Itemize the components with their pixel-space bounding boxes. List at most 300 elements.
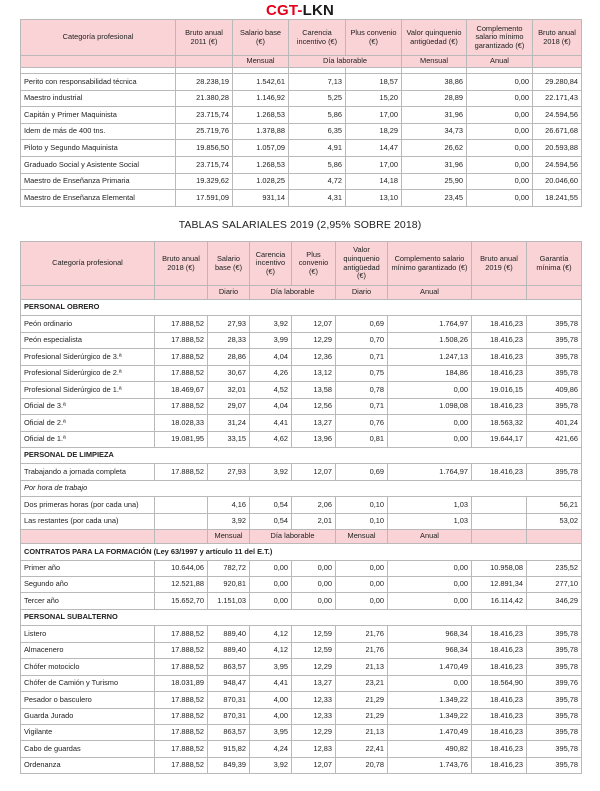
- table-cell: 395,78: [527, 642, 582, 658]
- table-cell: 18.563,32: [472, 415, 527, 431]
- table-cell: 0,00: [467, 190, 533, 207]
- table-cell: 6,35: [289, 123, 346, 140]
- table-cell: 17.888,52: [155, 659, 208, 675]
- table-cell: 15.652,70: [155, 593, 208, 609]
- subsection-label: Por hora de trabajo: [21, 480, 582, 496]
- table-cell: 10.644,06: [155, 560, 208, 576]
- column-header: Carencia incentivo (€): [289, 20, 346, 56]
- table-cell: 13,27: [292, 675, 336, 691]
- table-row: [21, 593, 582, 609]
- header-row: [21, 20, 582, 56]
- units-cell: Anual: [388, 530, 472, 544]
- table-cell: 12,07: [292, 464, 336, 480]
- table-cell: 4,12: [250, 642, 292, 658]
- table-cell: 5,25: [289, 90, 346, 107]
- table-cell: Perito con responsabilidad técnica: [21, 74, 176, 91]
- table-cell: 0,00: [336, 593, 388, 609]
- table-cell: 1.743,76: [388, 757, 472, 773]
- table-cell: 0,00: [292, 577, 336, 593]
- units-cell: Día laborable: [250, 530, 336, 544]
- table-row: [21, 365, 582, 381]
- table-cell: 3,92: [250, 316, 292, 332]
- table-cell: Oficial de 2.ª: [21, 415, 155, 431]
- table-cell: 4,52: [250, 382, 292, 398]
- table-cell: 18.416,23: [472, 757, 527, 773]
- table-row: [21, 692, 582, 708]
- table-cell: 0,00: [292, 593, 336, 609]
- table-cell: 12,36: [292, 349, 336, 365]
- section-row: [21, 544, 582, 560]
- units-cell: Diario: [336, 286, 388, 300]
- table-cell: 10.958,08: [472, 560, 527, 576]
- section-label: PERSONAL SUBALTERNO: [21, 609, 582, 625]
- table-cell: 17.888,52: [155, 316, 208, 332]
- table-row: [21, 415, 582, 431]
- table-cell: 0,00: [388, 382, 472, 398]
- units-cell: Mensual: [402, 56, 467, 68]
- table-cell: 0,00: [292, 560, 336, 576]
- column-header: Categoría profesional: [21, 242, 155, 286]
- table-cell: 12.891,34: [472, 577, 527, 593]
- table-cell: 21,13: [336, 724, 388, 740]
- units-cell: Anual: [388, 286, 472, 300]
- table-row: [21, 190, 582, 207]
- table-cell: 12.521,88: [155, 577, 208, 593]
- table-cell: Trabajando a jornada completa: [21, 464, 155, 480]
- table-row: [21, 431, 582, 447]
- table-cell: 1.098,08: [388, 398, 472, 414]
- table-cell: Capitán y Primer Maquinista: [21, 107, 176, 124]
- units-cell: Mensual: [233, 56, 289, 68]
- table-cell: 0,00: [250, 593, 292, 609]
- table-cell: Maestro industrial: [21, 90, 176, 107]
- column-header: Garantía mínima (€): [527, 242, 582, 286]
- table-cell: 0,75: [336, 365, 388, 381]
- table-cell: 2,01: [292, 513, 336, 529]
- table-cell: 34,73: [402, 123, 467, 140]
- section-label: PERSONAL OBRERO: [21, 300, 582, 316]
- table-cell: 18.416,23: [472, 741, 527, 757]
- table-cell: 20,78: [336, 757, 388, 773]
- table-cell: 5,86: [289, 107, 346, 124]
- table-cell: 4,00: [250, 692, 292, 708]
- units-cell: Día laborable: [289, 56, 402, 68]
- table-cell: Idem de más de 400 tns.: [21, 123, 176, 140]
- column-header: Carencia incentivo (€): [250, 242, 292, 286]
- table-cell: 0,76: [336, 415, 388, 431]
- table-cell: 395,78: [527, 365, 582, 381]
- table-cell: 0,81: [336, 431, 388, 447]
- table-row: [21, 560, 582, 576]
- column-header: Bruto anual 2011 (€): [176, 20, 233, 56]
- table-cell: 395,78: [527, 316, 582, 332]
- table-cell: 0,78: [336, 382, 388, 398]
- table-cell: 20.593,88: [533, 140, 582, 157]
- table-cell: 0,00: [250, 560, 292, 576]
- units-cell: [155, 530, 208, 544]
- table-cell: 24.594,56: [533, 156, 582, 173]
- table-row: [21, 464, 582, 480]
- table-cell: 1.151,03: [208, 593, 250, 609]
- table-cell: 1,03: [388, 513, 472, 529]
- table-cell: 17.888,52: [155, 626, 208, 642]
- table-cell: 17.888,52: [155, 741, 208, 757]
- table-cell: 21,29: [336, 708, 388, 724]
- table-cell: Chófer motociclo: [21, 659, 155, 675]
- salary-table-2018: [20, 19, 582, 207]
- table-cell: 395,78: [527, 741, 582, 757]
- table-cell: 1.349,22: [388, 708, 472, 724]
- table-row: [21, 513, 582, 529]
- table-row: [21, 123, 582, 140]
- units-cell: [472, 530, 527, 544]
- table-cell: 4,72: [289, 173, 346, 190]
- table-cell: 25.719,76: [176, 123, 233, 140]
- table-cell: 1.349,22: [388, 692, 472, 708]
- table-cell: 395,78: [527, 398, 582, 414]
- column-header: Valor quinquenio antigüedad (€): [336, 242, 388, 286]
- table-cell: 17.888,52: [155, 724, 208, 740]
- table-cell: 0,00: [250, 577, 292, 593]
- table-cell: 948,47: [208, 675, 250, 691]
- table-cell: Profesional Siderúrgico de 2.ª: [21, 365, 155, 381]
- brand-cgt: CGT: [265, 2, 298, 19]
- table-cell: 26,62: [402, 140, 467, 157]
- table-cell: 0,00: [467, 107, 533, 124]
- table-row: [21, 577, 582, 593]
- table-cell: 17.888,52: [155, 692, 208, 708]
- table-cell: 4,41: [250, 675, 292, 691]
- table-cell: 14,18: [346, 173, 402, 190]
- table-cell: Peón ordinario: [21, 316, 155, 332]
- table-cell: 18.416,23: [472, 708, 527, 724]
- table-cell: Listero: [21, 626, 155, 642]
- units-cell: Mensual: [336, 530, 388, 544]
- table-cell: 17.888,52: [155, 398, 208, 414]
- table-cell: 0,00: [467, 140, 533, 157]
- table-cell: 0,00: [467, 123, 533, 140]
- table-cell: Peón especialista: [21, 332, 155, 348]
- table-cell: 0,00: [467, 74, 533, 91]
- units-cell: [21, 530, 155, 544]
- table-cell: 1.470,49: [388, 659, 472, 675]
- column-header: Bruto anual 2018 (€): [533, 20, 582, 56]
- table-cell: 0,00: [388, 415, 472, 431]
- table-cell: 12,83: [292, 741, 336, 757]
- table-cell: 4,04: [250, 398, 292, 414]
- table-cell: 12,33: [292, 708, 336, 724]
- table-cell: 31,96: [402, 156, 467, 173]
- table-row: [21, 74, 582, 91]
- table-cell: 4,04: [250, 349, 292, 365]
- table-cell: 20.046,60: [533, 173, 582, 190]
- section-row: [21, 447, 582, 463]
- table-cell: 184,86: [388, 365, 472, 381]
- table-row: [21, 107, 582, 124]
- table-row: [21, 642, 582, 658]
- column-header: Complemento salario mínimo garantizado (€): [388, 242, 472, 286]
- table-cell: 30,67: [208, 365, 250, 381]
- table-cell: Primer año: [21, 560, 155, 576]
- brand-lkn: LKN: [302, 2, 335, 19]
- table-cell: Almacenero: [21, 642, 155, 658]
- table-cell: 889,40: [208, 642, 250, 658]
- table-cell: 915,82: [208, 741, 250, 757]
- table-cell: 395,78: [527, 659, 582, 675]
- section-label: CONTRATOS PARA LA FORMACIÓN (Ley 63/1997 y artículo 11 del E.T.): [21, 544, 582, 560]
- section-title: TABLAS SALARIALES 2019 (2,95% SOBRE 2018): [178, 219, 422, 231]
- table-row: [21, 675, 582, 691]
- table-cell: Cabo de guardas: [21, 741, 155, 757]
- table-cell: 1.378,88: [233, 123, 289, 140]
- table-cell: 31,24: [208, 415, 250, 431]
- units-cell: [21, 286, 155, 300]
- table-cell: 395,78: [527, 724, 582, 740]
- table-row: [21, 708, 582, 724]
- table-cell: 395,78: [527, 626, 582, 642]
- table-cell: 18.028,33: [155, 415, 208, 431]
- table-cell: 17,00: [346, 107, 402, 124]
- table-cell: 13,10: [346, 190, 402, 207]
- table-cell: 17.888,52: [155, 708, 208, 724]
- table-cell: 12,59: [292, 626, 336, 642]
- table-cell: 3,95: [250, 724, 292, 740]
- table-cell: 18,29: [346, 123, 402, 140]
- table-cell: Segundo año: [21, 577, 155, 593]
- units-row: [21, 286, 582, 300]
- table-cell: 31,96: [402, 107, 467, 124]
- table-cell: 0,00: [388, 560, 472, 576]
- table-row: [21, 173, 582, 190]
- table-cell: 0,71: [336, 349, 388, 365]
- column-header: Bruto anual 2019 (€): [472, 242, 527, 286]
- column-header: Plus convenio (€): [292, 242, 336, 286]
- table-cell: Maestro de Enseñanza Primaria: [21, 173, 176, 190]
- table-cell: 0,00: [388, 675, 472, 691]
- table-cell: Profesional Siderúrgico de 3.ª: [21, 349, 155, 365]
- table-cell: 22.171,43: [533, 90, 582, 107]
- table-cell: 18.469,67: [155, 382, 208, 398]
- units-row: [21, 56, 582, 68]
- table-cell: 18.241,55: [533, 190, 582, 207]
- table-cell: 3,95: [250, 659, 292, 675]
- table-cell: 0,00: [388, 431, 472, 447]
- column-header: Valor quinquenio antigüedad (€): [402, 20, 467, 56]
- table-cell: 3,92: [208, 513, 250, 529]
- table-cell: Las restantes (por cada una): [21, 513, 155, 529]
- table-row: [21, 349, 582, 365]
- brand-dash: -: [297, 2, 303, 19]
- table-cell: 0,00: [336, 577, 388, 593]
- table-cell: 21,76: [336, 642, 388, 658]
- table-cell: 18.031,89: [155, 675, 208, 691]
- table-cell: 18.416,23: [472, 349, 527, 365]
- table-cell: 25,90: [402, 173, 467, 190]
- table-cell: 3,92: [250, 757, 292, 773]
- table-cell: 19.856,50: [176, 140, 233, 157]
- table-cell: [472, 497, 527, 513]
- table-cell: 0,70: [336, 332, 388, 348]
- table-cell: [472, 513, 527, 529]
- table-cell: 235,52: [527, 560, 582, 576]
- table-row: [21, 382, 582, 398]
- table-cell: 399,76: [527, 675, 582, 691]
- table-cell: 968,34: [388, 642, 472, 658]
- table-cell: 5,86: [289, 156, 346, 173]
- table-cell: 18.416,23: [472, 332, 527, 348]
- table-row: [21, 741, 582, 757]
- column-header: Salario base (€): [208, 242, 250, 286]
- table-cell: 56,21: [527, 497, 582, 513]
- table-cell: 1.057,09: [233, 140, 289, 157]
- table-cell: 17.888,52: [155, 349, 208, 365]
- table-cell: 18.416,23: [472, 626, 527, 642]
- table-cell: 38,86: [402, 74, 467, 91]
- units-cell: [527, 286, 582, 300]
- table-cell: 7,13: [289, 74, 346, 91]
- table-cell: 3,99: [250, 332, 292, 348]
- table-cell: 0,69: [336, 316, 388, 332]
- table-cell: 19.016,15: [472, 382, 527, 398]
- column-header: Categoría profesional: [21, 20, 176, 56]
- table-cell: 21,76: [336, 626, 388, 642]
- table-cell: 2,06: [292, 497, 336, 513]
- table-cell: 18.416,23: [472, 316, 527, 332]
- table-cell: Graduado Social y Asistente Social: [21, 156, 176, 173]
- table-row: [21, 626, 582, 642]
- table-cell: 401,24: [527, 415, 582, 431]
- table-cell: 870,31: [208, 692, 250, 708]
- table-cell: 15,20: [346, 90, 402, 107]
- table-cell: 12,07: [292, 757, 336, 773]
- table-cell: 21,29: [336, 692, 388, 708]
- table-cell: 3,92: [250, 464, 292, 480]
- table-cell: 21,13: [336, 659, 388, 675]
- table-cell: 13,27: [292, 415, 336, 431]
- table-cell: 18.416,23: [472, 365, 527, 381]
- table-cell: 28,86: [208, 349, 250, 365]
- table-row: [21, 497, 582, 513]
- table-cell: 1,03: [388, 497, 472, 513]
- units-cell: Día laborable: [250, 286, 336, 300]
- table-cell: 16.114,42: [472, 593, 527, 609]
- table-cell: 0,71: [336, 398, 388, 414]
- table-cell: 889,40: [208, 626, 250, 642]
- table-cell: 19.081,95: [155, 431, 208, 447]
- table-cell: 12,07: [292, 316, 336, 332]
- table-cell: 1.508,26: [388, 332, 472, 348]
- units-row: [21, 530, 582, 544]
- table-cell: 18.416,23: [472, 724, 527, 740]
- column-header: Plus convenio (€): [346, 20, 402, 56]
- table-cell: 1.764,97: [388, 464, 472, 480]
- table-cell: 409,86: [527, 382, 582, 398]
- table-cell: 4,91: [289, 140, 346, 157]
- table-row: [21, 90, 582, 107]
- column-header: Bruto anual 2018 (€): [155, 242, 208, 286]
- table-cell: 421,66: [527, 431, 582, 447]
- table-cell: [155, 497, 208, 513]
- table-cell: 4,24: [250, 741, 292, 757]
- table-cell: 19.644,17: [472, 431, 527, 447]
- table-cell: 277,10: [527, 577, 582, 593]
- column-header: Salario base (€): [233, 20, 289, 56]
- table-cell: [155, 513, 208, 529]
- table-cell: 28,33: [208, 332, 250, 348]
- table-cell: 0,00: [388, 593, 472, 609]
- table-cell: 18.416,23: [472, 642, 527, 658]
- table-cell: 1.146,92: [233, 90, 289, 107]
- table-cell: 1.764,97: [388, 316, 472, 332]
- table-cell: 490,82: [388, 741, 472, 757]
- table-cell: Profesional Siderúrgico de 1.ª: [21, 382, 155, 398]
- table-cell: 24.594,56: [533, 107, 582, 124]
- table-row: [21, 156, 582, 173]
- table-cell: 0,00: [336, 560, 388, 576]
- table-cell: 17.888,52: [155, 464, 208, 480]
- table-cell: 1.470,49: [388, 724, 472, 740]
- units-cell: [472, 286, 527, 300]
- table-cell: 18.416,23: [472, 659, 527, 675]
- table-cell: 4,26: [250, 365, 292, 381]
- table-cell: Maestro de Enseñanza Elemental: [21, 190, 176, 207]
- table-cell: 395,78: [527, 464, 582, 480]
- table-cell: 19.329,62: [176, 173, 233, 190]
- table-cell: 395,78: [527, 757, 582, 773]
- table-cell: Piloto y Segundo Maquinista: [21, 140, 176, 157]
- table-cell: 1.247,13: [388, 349, 472, 365]
- table-cell: 1.028,25: [233, 173, 289, 190]
- table-cell: 28,89: [402, 90, 467, 107]
- table-cell: 29,07: [208, 398, 250, 414]
- table-cell: 12,29: [292, 332, 336, 348]
- table-cell: 21.380,28: [176, 90, 233, 107]
- table-cell: 4,16: [208, 497, 250, 513]
- table-cell: 27,93: [208, 316, 250, 332]
- table-cell: Dos primeras horas (por cada una): [21, 497, 155, 513]
- table-row: [21, 757, 582, 773]
- table-cell: Guarda Jurado: [21, 708, 155, 724]
- table-cell: 4,41: [250, 415, 292, 431]
- table-cell: 13,96: [292, 431, 336, 447]
- table-cell: 13,58: [292, 382, 336, 398]
- table-cell: 12,59: [292, 642, 336, 658]
- table-cell: 13,12: [292, 365, 336, 381]
- table-cell: Oficial de 1.ª: [21, 431, 155, 447]
- table-cell: 17.888,52: [155, 332, 208, 348]
- table-cell: 18.416,23: [472, 464, 527, 480]
- table-cell: 17,00: [346, 156, 402, 173]
- table-cell: 29.280,84: [533, 74, 582, 91]
- table-cell: 53,02: [527, 513, 582, 529]
- table-cell: 0,10: [336, 497, 388, 513]
- table-cell: 1.268,53: [233, 107, 289, 124]
- units-cell: Anual: [467, 56, 533, 68]
- table-cell: 4,12: [250, 626, 292, 642]
- table-cell: Vigilante: [21, 724, 155, 740]
- table-row: [21, 316, 582, 332]
- table-row: [21, 332, 582, 348]
- table-cell: 23,21: [336, 675, 388, 691]
- table-cell: 12,29: [292, 724, 336, 740]
- table-cell: 395,78: [527, 349, 582, 365]
- table-cell: 14,47: [346, 140, 402, 157]
- table-row: [21, 398, 582, 414]
- salary-table-2019: [20, 241, 582, 774]
- table-cell: 17.888,52: [155, 365, 208, 381]
- table-cell: 870,31: [208, 708, 250, 724]
- table-row: [21, 140, 582, 157]
